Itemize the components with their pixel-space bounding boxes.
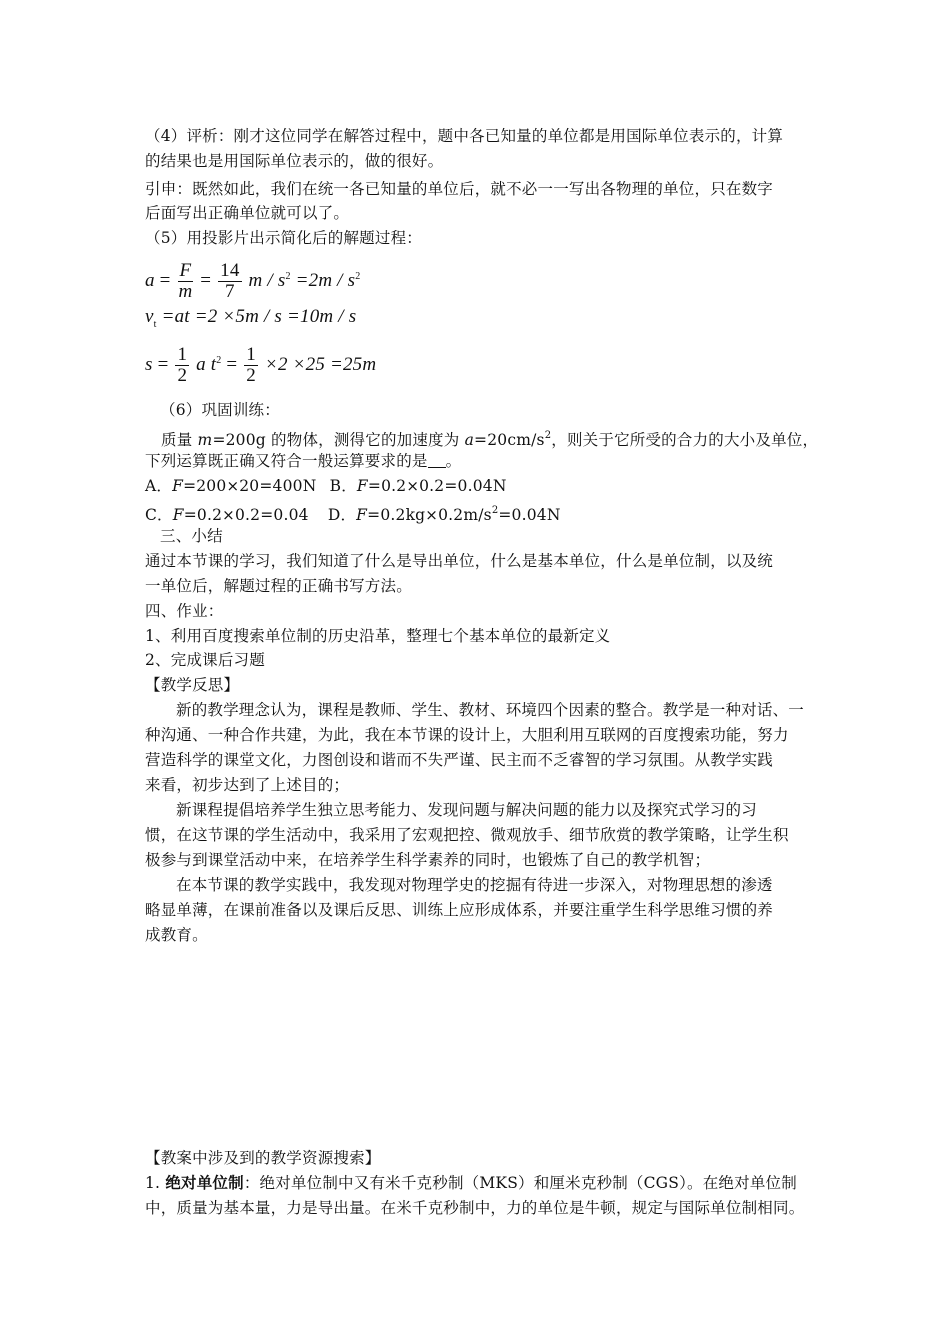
text-run: ，则关于它所受的合力的大小及单位， (551, 431, 819, 449)
paragraph-line: 一单位后，解题过程的正确书写方法。 (145, 577, 412, 595)
paragraph-line: 新的教学理念认为，课程是教师、学生、教材、环境四个因素的整合。教学是一种对话、一 (176, 701, 805, 719)
times-icon: × (425, 506, 439, 524)
section-heading: 【教学反思】 (145, 676, 240, 694)
equation-displacement (145, 338, 815, 387)
text-run: ：绝对单位制中又有米千克秒制（MKS）和厘米克秒制（CGS）。在绝对单位制 (243, 1174, 797, 1192)
math-unit: =2m / s (295, 270, 356, 291)
text-run: =200 (183, 477, 227, 495)
numerator: F (179, 260, 192, 282)
math-expr: =at (161, 306, 190, 327)
paragraph-line: 中，质量为基本量，力是导出量。在米千克秒制中，力的单位是牛顿，规定与国际单位制相同。 (145, 1199, 805, 1217)
fraction (244, 345, 258, 386)
fraction (175, 345, 189, 386)
math-var: s (145, 354, 153, 375)
math-var: F (172, 477, 184, 495)
numerator: 14 (220, 260, 240, 282)
section-heading: 【教案中涉及到的教学资源搜索】 (145, 1149, 381, 1167)
paragraph-line: 新课程提倡培养学生独立思考能力、发现问题与解决问题的能力以及探究式学习的习 (176, 801, 757, 819)
text-run: =0.04N (498, 506, 561, 524)
section-heading: 三、小结 (160, 527, 223, 545)
paragraph-line: 在本节课的教学实践中，我发现对物理学史的挖掘有待进一步深入，对物理思想的渗透 (176, 876, 773, 894)
paragraph-line (145, 449, 815, 473)
paragraph-line: 引申：既然如此，我们在统一各已知量的单位后，就不必一一写出各物理的单位，只在数字 (145, 180, 774, 198)
answer-blank (428, 453, 446, 468)
math-var: v (145, 306, 154, 327)
choice-label-c: C． (145, 506, 173, 524)
paragraph-line (145, 1171, 815, 1195)
paragraph-line: （4）评析：刚才这位同学在解答过程中，题中各已知量的单位都是用国际单位表示的，计算 (145, 127, 784, 145)
text-run: =200g 的物体，测得它的加速度为 (212, 431, 465, 449)
choice-label-a: A． (145, 477, 173, 495)
times-icon: × (222, 506, 235, 524)
list-item: 2、完成课后习题 (145, 651, 265, 669)
math-eq: = (157, 354, 169, 375)
text-run: =0.2 (183, 506, 223, 524)
fraction (178, 261, 194, 302)
math-eq: = (226, 354, 238, 375)
text-run: 质量 (161, 431, 198, 449)
fraction (218, 261, 241, 302)
equation-acceleration (145, 254, 815, 303)
text-run: 0.2=0.04 (234, 506, 309, 524)
paragraph-line: 略显单薄，在课前准备以及课后反思、训练上应形成体系，并要注重学生科学思维习惯的养 (145, 901, 774, 919)
paragraph-line: 后面写出正确单位就可以了。 (145, 204, 350, 222)
paragraph-line: 成教育。 (145, 926, 208, 944)
math-expr: ×2 ×25 =25m (264, 354, 377, 375)
math-var: F (356, 477, 368, 495)
denominator: m (178, 281, 193, 303)
section-label: （6）巩固训练： (160, 401, 280, 419)
superscript: 2 (491, 505, 499, 516)
paragraph-line: 来看，初步达到了上述目的； (145, 776, 350, 794)
paragraph-line: 惯，在这节课的学生活动中，我采用了宏观把控、微观放手、细节欣赏的教学策略，让学生积 (145, 826, 789, 844)
text-run: =0.2kg (367, 506, 426, 524)
text-run: 下列运算既正确又符合一般运算要求的是 (145, 452, 428, 470)
math-eq: = (159, 270, 171, 291)
bold-term: 绝对单位制 (165, 1173, 244, 1192)
superscript: 2 (285, 271, 291, 282)
paragraph-line: 通过本节课的学习，我们知道了什么是导出单位，什么是基本单位，什么是单位制，以及统 (145, 552, 774, 570)
text-run: 20=400N (239, 477, 317, 495)
choice-label-b: B． (329, 477, 357, 495)
math-var: a (464, 431, 475, 449)
times-icon: × (226, 477, 240, 495)
superscript: 2 (216, 355, 222, 366)
paragraph-line: 的结果也是用国际单位表示的，做的很好。 (145, 152, 444, 170)
choice-row-ab (145, 474, 815, 498)
paragraph-line: 营造科学的课堂文化，力图创设和谐而不失严谨、民主而不乏睿智的学习氛围。从教学实践 (145, 751, 774, 769)
math-expr: a t (196, 354, 217, 375)
text-run: =20cm/s (474, 431, 545, 449)
text-run: 。 (445, 452, 462, 470)
numerator: 1 (177, 344, 188, 366)
math-var: F (172, 506, 184, 524)
math-expr: =2 ×5m / s =10m / s (194, 306, 357, 327)
equation-velocity (145, 304, 815, 338)
paragraph-line: 极参与到课堂活动中来，在培养学生科学素养的同时，也锻炼了自己的教学机智； (145, 851, 711, 869)
list-item: 1、利用百度搜索单位制的历史沿革，整理七个基本单位的最新定义 (145, 627, 611, 645)
text-run: =0.2 (367, 477, 407, 495)
denominator: 2 (177, 365, 188, 387)
math-var: F (356, 506, 368, 524)
numerator: 1 (246, 344, 256, 366)
paragraph-line: （5）用投影片出示简化后的解题过程： (145, 229, 422, 247)
math-var: a (145, 270, 155, 291)
choice-row-cd (145, 499, 815, 527)
math-unit: m / s (248, 270, 286, 291)
section-heading: 四、作业： (145, 602, 224, 620)
subscript: t (153, 318, 157, 330)
superscript: 2 (355, 271, 361, 282)
text-run: 1. (145, 1174, 166, 1192)
text-run: 0.2m/s (438, 506, 492, 524)
math-var: m (197, 431, 213, 449)
superscript: 2 (544, 430, 552, 441)
denominator: 7 (225, 281, 235, 303)
math-eq: = (200, 270, 212, 291)
text-run: 0.2=0.04N (419, 477, 507, 495)
choice-label-d: D． (327, 506, 357, 524)
denominator: 2 (246, 365, 256, 387)
paragraph-line: 种沟通、一种合作共建，为此，我在本节课的设计上，大胆利用互联网的百度搜索功能，努力 (145, 726, 789, 744)
paragraph-line (145, 424, 819, 452)
times-icon: × (406, 477, 420, 495)
